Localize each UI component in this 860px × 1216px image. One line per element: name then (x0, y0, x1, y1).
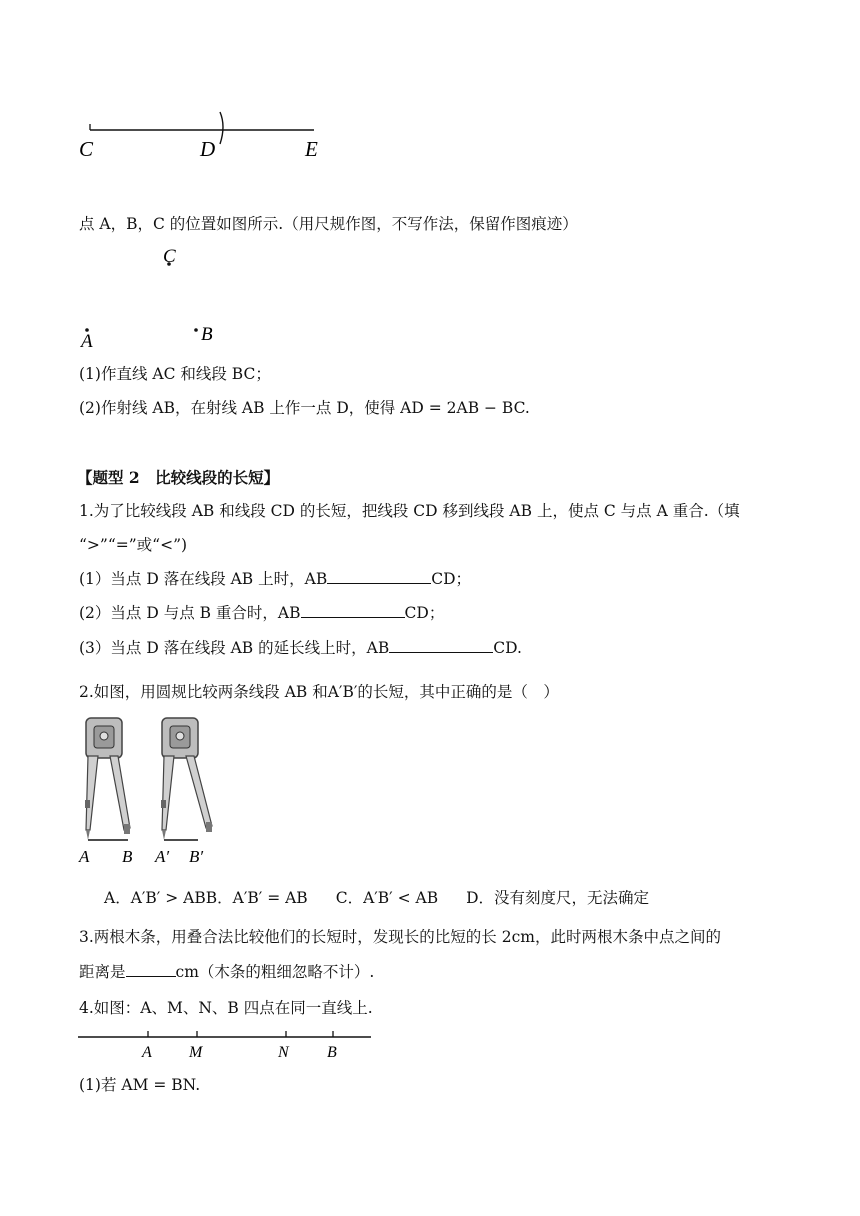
point-b (194, 328, 198, 332)
option-c[interactable]: C．A′B′ < AB (335, 889, 439, 907)
compass-left (85, 718, 130, 840)
option-d[interactable]: D．没有刻度尺，无法确定 (466, 889, 650, 907)
answer-blank-1[interactable] (327, 569, 431, 584)
p1-part1: (1）当点 D 落在线段 AB 上时，AB CD； (79, 570, 472, 588)
line-label-a: A (142, 1044, 152, 1061)
option-a[interactable]: A．A′B′ > AB (104, 889, 206, 907)
label-d: D (200, 137, 216, 161)
compass-arc-d (220, 112, 223, 144)
q4-part1: (1)作直线 AC 和线段 BC； (79, 365, 271, 383)
fig-label-b: B (122, 847, 133, 866)
figure-points-abc (75, 240, 245, 355)
q4-intro: 点 A，B，C 的位置如图所示.（用尺规作图，不写作法，保留作图痕迹） (79, 215, 578, 233)
p1-part2: (2）当点 D 与点 B 重合时，AB CD； (79, 604, 445, 622)
figure-line-ambn (75, 1024, 385, 1064)
option-b[interactable]: B．A′B′ = AB (205, 889, 308, 907)
p3-line2: 距离是 cm（木条的粗细忽略不计）. (79, 963, 375, 981)
answer-blank-3[interactable] (389, 638, 493, 653)
fig-label-a: A (79, 847, 90, 866)
figure-segment-cde (70, 110, 340, 170)
p1-stem-line1: 1.为了比较线段 AB 和线段 CD 的长短，把线段 CD 移到线段 AB 上，使点 C 与点 A 重合.（填 (79, 502, 740, 520)
figure-compasses (72, 712, 232, 870)
fig-label-a-prime: A′ (155, 847, 170, 866)
line-label-n: N (278, 1044, 289, 1061)
answer-blank-4[interactable] (126, 962, 176, 977)
p1-stem-line2: “>”“=”或“<”) (79, 536, 188, 554)
line-label-m: M (189, 1044, 203, 1061)
label-point-c: C (163, 246, 176, 267)
p2-options (104, 887, 649, 909)
label-point-a: A (81, 331, 93, 352)
p4-part1: (1)若 AM = BN. (79, 1076, 201, 1094)
answer-blank-2[interactable] (301, 603, 405, 618)
p2-stem: 2.如图，用圆规比较两条线段 AB 和A′B′的长短，其中正确的是（ ） (79, 683, 559, 701)
p3-line1: 3.两根木条，用叠合法比较他们的长短时，发现长的比短的长 2cm，此时两根木条中点之间的 (79, 928, 721, 946)
compass-right (161, 718, 212, 840)
label-point-b: B (201, 324, 213, 345)
section-heading: 【题型 2 比较线段的长短】 (77, 468, 280, 487)
line-label-b: B (327, 1044, 337, 1061)
fig-label-b-prime: B′ (189, 847, 204, 866)
label-e: E (305, 137, 318, 161)
p4-stem: 4.如图：A、M、N、B 四点在同一直线上. (79, 999, 373, 1017)
q4-part2: (2)作射线 AB，在射线 AB 上作一点 D，使得 AD = 2AB − BC. (79, 399, 530, 417)
label-c: C (79, 137, 94, 161)
p1-part3: (3）当点 D 落在线段 AB 的延长线上时，AB CD. (79, 639, 522, 657)
